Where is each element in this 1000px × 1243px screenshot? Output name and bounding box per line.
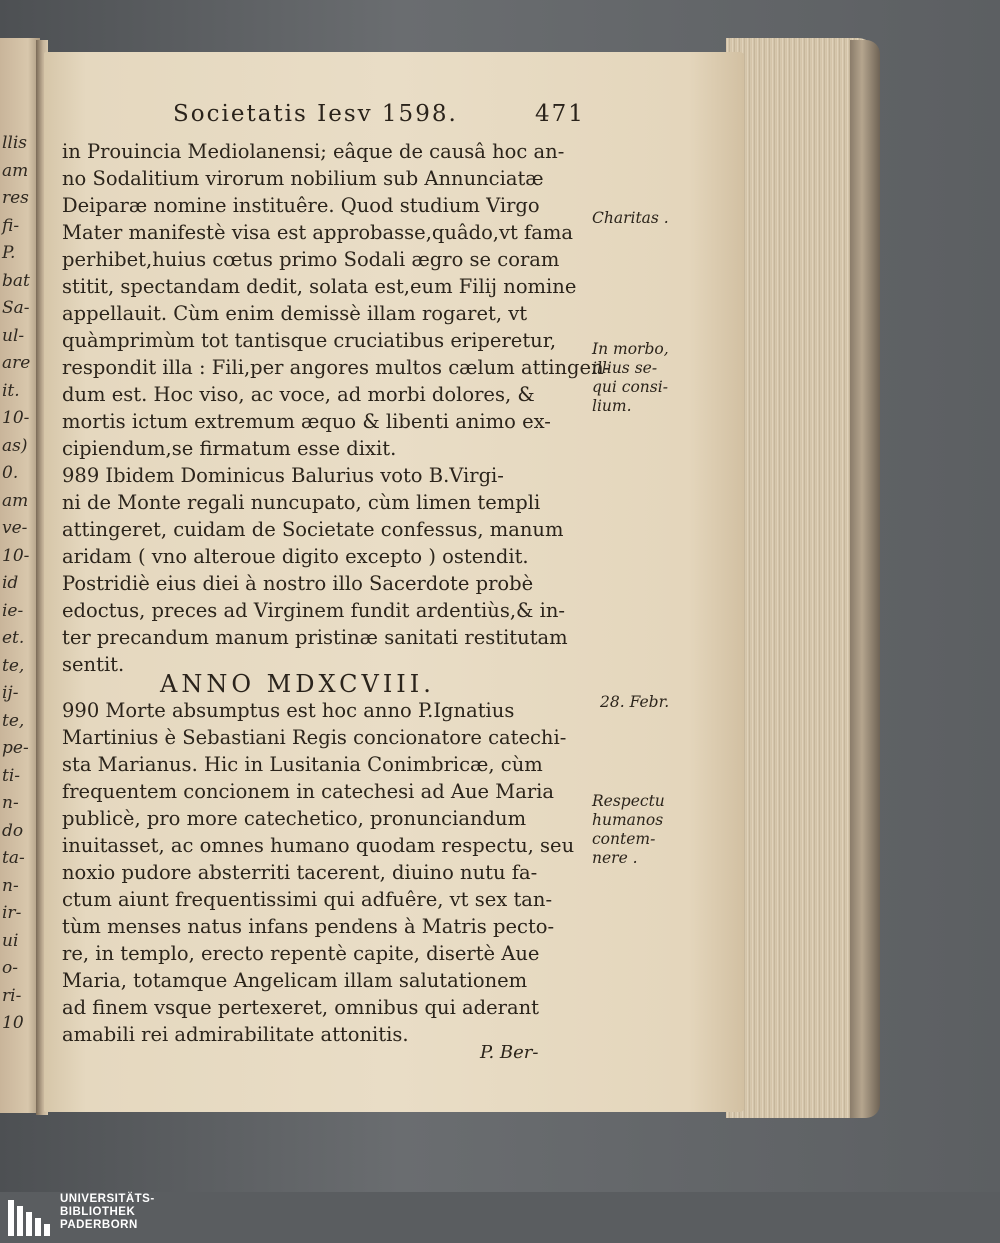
- text-line: mortis ictum extremum æquo & libenti animo ex-: [62, 410, 551, 433]
- text-line: aridam ( vno alteroue digito excepto ) ostendit.: [62, 545, 529, 568]
- margin-note-line: In morbo,: [592, 340, 669, 358]
- running-header: [173, 101, 585, 131]
- text-line: dum est. Hoc viso, ac voce, ad morbi dolores, &: [62, 383, 535, 406]
- left-page-edge: [0, 38, 40, 1113]
- text-line: stitit, spectandam dedit, solata est,eum Filij nomine: [62, 275, 577, 298]
- margin-note-line: Charitas .: [592, 209, 669, 227]
- left-page-fragment: ul-: [2, 325, 25, 346]
- margin-note-charitas: [592, 209, 669, 228]
- left-page-fragment: P.: [2, 243, 16, 263]
- left-page-fragment: id: [2, 573, 19, 593]
- left-page-fragment: 0.: [2, 463, 19, 483]
- text-line: attingeret, cuidam de Societate confessus, manum: [62, 518, 564, 541]
- margin-note-line: 28. Febr.: [600, 693, 670, 711]
- left-page-fragment: et.: [2, 628, 25, 648]
- left-page-fragment: 10-: [2, 408, 30, 428]
- text-line: edoctus, preces ad Virginem fundit ardentiùs,& in-: [62, 599, 566, 622]
- text-line: Deiparæ nomine instituêre. Quod studium Virgo: [62, 194, 540, 217]
- left-page-fragment: do: [2, 820, 24, 841]
- text-line: Maria, totamque Angelicam illam salutationem: [62, 969, 528, 992]
- text-line: Mater manifestè visa est approbasse,quâdo,vt fama: [62, 221, 574, 244]
- text-line: sta Marianus. Hic in Lusitania Conimbricæ, cùm: [62, 753, 543, 776]
- library-name-line: BIBLIOTHEK: [60, 1206, 136, 1218]
- text-line: Postridiè eius diei à nostro illo Sacerdote probè: [62, 572, 534, 595]
- text-line: inuitasset, ac omnes humano quodam respectu, seu: [62, 834, 575, 857]
- text-line: respondit illa : Fili,per angores multos cælum attingen-: [62, 356, 611, 379]
- text-line: no Sodalitium virorum nobilium sub Annunciatæ: [62, 167, 544, 190]
- left-page-fragment: ta-: [2, 848, 25, 868]
- left-page-fragment: am: [2, 160, 29, 181]
- margin-note-line: nere .: [592, 849, 638, 867]
- left-page-fragment: fi-: [2, 215, 20, 236]
- left-page-fragment: 10: [2, 1013, 24, 1033]
- left-page-fragment: as): [2, 435, 28, 456]
- text-line: tùm menses natus infans pendens à Matris pecto-: [62, 915, 555, 938]
- left-page-fragment: bat: [2, 270, 30, 291]
- margin-note-morbo: [592, 340, 669, 416]
- book-cover-edge: [850, 40, 880, 1118]
- margin-note-line: lium.: [592, 397, 632, 415]
- left-page-fragment: n-: [2, 793, 19, 813]
- text-line: sentit.: [62, 653, 125, 676]
- library-name: [60, 1193, 155, 1232]
- library-footer: [0, 1192, 1000, 1243]
- page-number: 471: [535, 101, 585, 127]
- margin-note-respectus: [592, 792, 665, 868]
- text-line: amabili rei admirabilitate attonitis.: [62, 1023, 409, 1046]
- year-heading: ANNO MDXCVIII.: [160, 670, 435, 698]
- left-page-fragment: te,: [2, 655, 25, 676]
- text-line: in Prouincia Mediolanensi; eâque de causâ hoc an-: [62, 140, 565, 163]
- left-page-fragment: res: [2, 188, 29, 208]
- left-page-fragment: ve-: [2, 518, 28, 538]
- left-page-fragment: 10-: [2, 545, 30, 566]
- text-line: ter precandum manum pristinæ sanitati restitutam: [62, 626, 568, 649]
- text-line: frequentem concionem in catechesi ad Aue Maria: [62, 780, 555, 803]
- left-page-fragment: o-: [2, 958, 18, 978]
- text-line: appellauit. Cùm enim demissè illam rogaret, vt: [62, 302, 528, 325]
- margin-note-line: humanos: [592, 811, 664, 829]
- text-line: re, in templo, erecto repentè capite, disertè Aue: [62, 942, 540, 965]
- margin-note-date: [600, 693, 669, 712]
- text-line: 989 Ibidem Dominicus Balurius voto B.Virgi-: [62, 464, 504, 487]
- left-page-fragment: ui: [2, 930, 19, 951]
- left-page-fragment: ri-: [2, 985, 22, 1006]
- text-line: ad finem vsque pertexeret, omnibus qui aderant: [62, 996, 539, 1019]
- margin-note-line: Respectu: [592, 792, 665, 810]
- text-line: ctum aiunt frequentissimi qui adfuêre, vt sex tan-: [62, 888, 553, 911]
- left-page-fragment: ie-: [2, 600, 24, 621]
- body-text-1: [62, 138, 611, 678]
- left-page-fragment: pe-: [2, 738, 29, 758]
- margin-note-line: contem-: [592, 830, 656, 848]
- body-text-2: [62, 697, 582, 1048]
- left-page-fragment: te,: [2, 710, 25, 731]
- text-line: Martinius è Sebastiani Regis concionatore catechi-: [62, 726, 567, 749]
- left-page-fragment: n-: [2, 875, 19, 896]
- library-name-line: PADERBORN: [60, 1219, 138, 1231]
- running-title: Societatis Iesv 1598.: [173, 101, 458, 127]
- text-line: publicè, pro more catechetico, pronunciandum: [62, 807, 527, 830]
- text-line: ni de Monte regali nuncupato, cùm limen templi: [62, 491, 541, 514]
- left-page-fragment: are: [2, 353, 31, 373]
- text-line: perhibet,huius cœtus primo Sodali ægro se coram: [62, 248, 560, 271]
- left-page-fragment: ti-: [2, 765, 21, 786]
- library-logo-icon: [8, 1198, 52, 1238]
- left-page-fragment: ir-: [2, 903, 22, 923]
- margin-note-line: illius se-: [592, 359, 658, 377]
- text-line: quàmprimùm tot tantisque cruciatibus eriperetur,: [62, 329, 557, 352]
- left-page-fragment: llis: [2, 133, 28, 153]
- left-page-fragment: Sa-: [2, 298, 30, 318]
- text-line: 990 Morte absumptus est hoc anno P.Ignatius: [62, 699, 515, 722]
- margin-note-line: qui consi-: [592, 378, 668, 396]
- left-page-fragment: am: [2, 490, 29, 511]
- text-line: noxio pudore absterriti tacerent, diuino nutu fa-: [62, 861, 538, 884]
- left-page-fragment: ij-: [2, 683, 19, 703]
- library-name-line: UNIVERSITÄTS-: [60, 1193, 155, 1205]
- text-line: cipiendum,se firmatum esse dixit.: [62, 437, 397, 460]
- catchword: P. Ber-: [480, 1042, 539, 1063]
- left-page-fragment: it.: [2, 380, 20, 401]
